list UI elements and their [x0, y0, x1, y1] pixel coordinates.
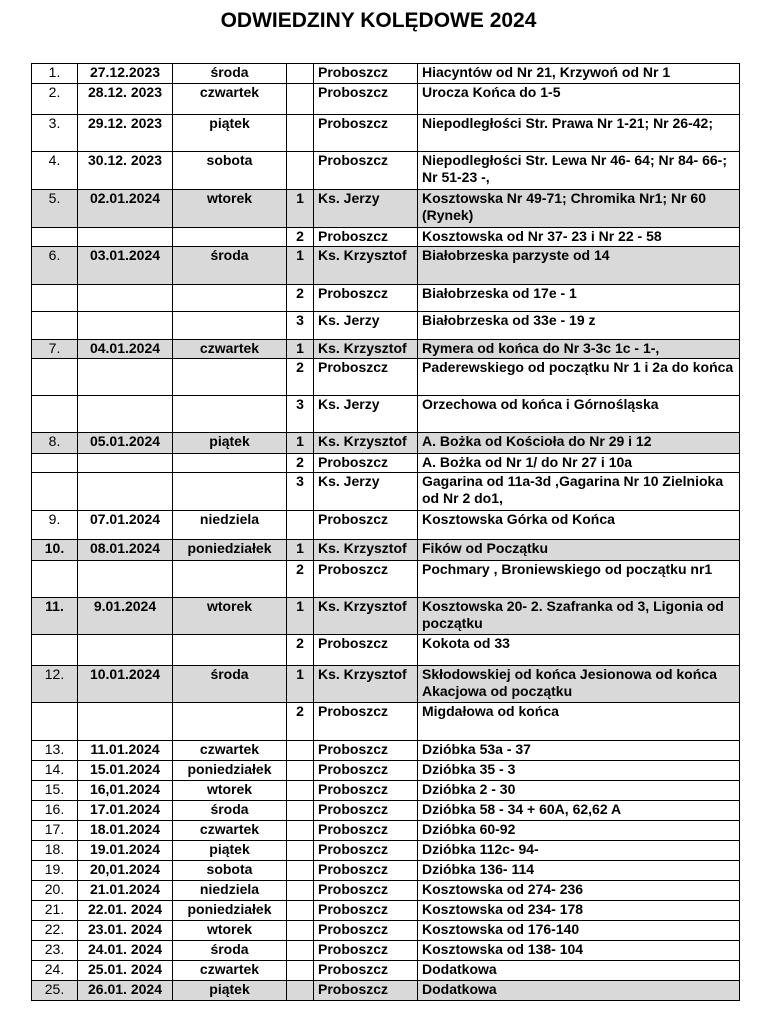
priest-name: Ks. Krzysztof: [314, 666, 418, 703]
weekday: środa: [173, 247, 287, 285]
priest-name: Ks. Krzysztof: [314, 433, 418, 454]
streets: Dzióbka 136- 114: [418, 861, 740, 881]
visit-date: 30.12. 2023: [78, 152, 173, 190]
weekday: [173, 561, 287, 598]
row-number: 12.: [32, 666, 78, 703]
priest-name: Proboszcz: [314, 152, 418, 190]
visit-date: [78, 473, 173, 511]
table-row: [32, 115, 740, 152]
streets: Kosztowska od 274- 236: [418, 881, 740, 901]
row-number: [32, 396, 78, 433]
row-number: 5.: [32, 190, 78, 228]
group-number: [287, 881, 314, 901]
visit-date: 05.01.2024: [78, 433, 173, 454]
table-row: [32, 454, 740, 473]
priest-name: Proboszcz: [314, 861, 418, 881]
visit-date: 11.01.2024: [78, 741, 173, 761]
priest-name: Ks. Jerzy: [314, 312, 418, 340]
table-row: [32, 821, 740, 841]
row-number: 6.: [32, 247, 78, 285]
visit-date: [78, 312, 173, 340]
table-row: [32, 861, 740, 881]
weekday: środa: [173, 941, 287, 961]
visit-date: 22.01. 2024: [78, 901, 173, 921]
streets: A. Bożka od Kościoła do Nr 29 i 12: [418, 433, 740, 454]
group-number: 2: [287, 561, 314, 598]
visit-date: 27.12.2023: [78, 64, 173, 84]
streets: Dzióbka 58 - 34 + 60A, 62,62 A: [418, 801, 740, 821]
table-row: [32, 190, 740, 228]
priest-name: Ks. Krzysztof: [314, 340, 418, 359]
priest-name: Proboszcz: [314, 981, 418, 1001]
priest-name: Proboszcz: [314, 841, 418, 861]
streets: Orzechowa od końca i Górnośląska: [418, 396, 740, 433]
visit-date: 19.01.2024: [78, 841, 173, 861]
group-number: 2: [287, 228, 314, 247]
group-number: [287, 861, 314, 881]
table-row: [32, 666, 740, 703]
table-row: [32, 561, 740, 598]
streets: Białobrzeska od 33e - 19 z: [418, 312, 740, 340]
table-row: [32, 761, 740, 781]
row-number: 19.: [32, 861, 78, 881]
weekday: sobota: [173, 152, 287, 190]
row-number: 22.: [32, 921, 78, 941]
visit-date: 15.01.2024: [78, 761, 173, 781]
streets: Kosztowska od 138- 104: [418, 941, 740, 961]
visit-date: 29.12. 2023: [78, 115, 173, 152]
priest-name: Proboszcz: [314, 703, 418, 741]
visit-date: [78, 396, 173, 433]
row-number: 16.: [32, 801, 78, 821]
visit-date: 28.12. 2023: [78, 84, 173, 115]
priest-name: Proboszcz: [314, 901, 418, 921]
priest-name: Proboszcz: [314, 64, 418, 84]
table-row: [32, 396, 740, 433]
row-number: 3.: [32, 115, 78, 152]
weekday: czwartek: [173, 741, 287, 761]
priest-name: Ks. Jerzy: [314, 190, 418, 228]
table-row: [32, 961, 740, 981]
weekday: środa: [173, 801, 287, 821]
streets: Niepodległości Str. Lewa Nr 46- 64; Nr 84- 66-; Nr 51-23 -,: [418, 152, 740, 190]
table-row: [32, 228, 740, 247]
visit-date: 08.01.2024: [78, 540, 173, 561]
row-number: [32, 285, 78, 312]
group-number: 2: [287, 635, 314, 666]
group-number: 1: [287, 190, 314, 228]
group-number: 1: [287, 340, 314, 359]
weekday: czwartek: [173, 821, 287, 841]
weekday: wtorek: [173, 921, 287, 941]
weekday: [173, 703, 287, 741]
weekday: poniedziałek: [173, 540, 287, 561]
visit-date: 03.01.2024: [78, 247, 173, 285]
weekday: [173, 635, 287, 666]
table-row: [32, 64, 740, 84]
row-number: 13.: [32, 741, 78, 761]
priest-name: Proboszcz: [314, 801, 418, 821]
group-number: 1: [287, 666, 314, 703]
row-number: 20.: [32, 881, 78, 901]
row-number: 17.: [32, 821, 78, 841]
row-number: 2.: [32, 84, 78, 115]
priest-name: Proboszcz: [314, 881, 418, 901]
table-row: [32, 312, 740, 340]
group-number: 3: [287, 312, 314, 340]
row-number: 9.: [32, 511, 78, 540]
priest-name: Proboszcz: [314, 285, 418, 312]
weekday: [173, 454, 287, 473]
weekday: [173, 312, 287, 340]
visit-date: 07.01.2024: [78, 511, 173, 540]
priest-name: Ks. Krzysztof: [314, 247, 418, 285]
table-row: [32, 359, 740, 396]
table-row: [32, 433, 740, 454]
row-number: 10.: [32, 540, 78, 561]
streets: Kosztowska od 234- 178: [418, 901, 740, 921]
row-number: 21.: [32, 901, 78, 921]
visit-date: 24.01. 2024: [78, 941, 173, 961]
weekday: niedziela: [173, 511, 287, 540]
streets: Dodatkowa: [418, 961, 740, 981]
weekday: poniedziałek: [173, 901, 287, 921]
table-row: [32, 781, 740, 801]
visit-date: 10.01.2024: [78, 666, 173, 703]
table-row: [32, 635, 740, 666]
group-number: [287, 801, 314, 821]
priest-name: Proboszcz: [314, 941, 418, 961]
streets: Gagarina od 11a-3d ,Gagarina Nr 10 Zielnioka od Nr 2 do1,: [418, 473, 740, 511]
streets: Białobrzeska od 17e - 1: [418, 285, 740, 312]
priest-name: Ks. Krzysztof: [314, 540, 418, 561]
row-number: 8.: [32, 433, 78, 454]
priest-name: Ks. Jerzy: [314, 396, 418, 433]
streets: Kosztowska Nr 49-71; Chromika Nr1; Nr 60 (Rynek): [418, 190, 740, 228]
group-number: [287, 761, 314, 781]
priest-name: Proboszcz: [314, 511, 418, 540]
weekday: [173, 396, 287, 433]
priest-name: Ks. Krzysztof: [314, 598, 418, 635]
priest-name: Proboszcz: [314, 454, 418, 473]
weekday: poniedziałek: [173, 761, 287, 781]
group-number: [287, 511, 314, 540]
streets: Pochmary , Broniewskiego od początku nr1: [418, 561, 740, 598]
visit-date: 18.01.2024: [78, 821, 173, 841]
weekday: piątek: [173, 115, 287, 152]
table-row: [32, 598, 740, 635]
group-number: 3: [287, 473, 314, 511]
streets: Dzióbka 2 - 30: [418, 781, 740, 801]
priest-name: Proboszcz: [314, 781, 418, 801]
group-number: [287, 84, 314, 115]
visit-date: 16,01.2024: [78, 781, 173, 801]
row-number: [32, 635, 78, 666]
group-number: [287, 921, 314, 941]
weekday: piątek: [173, 981, 287, 1001]
weekday: wtorek: [173, 781, 287, 801]
visit-date: 02.01.2024: [78, 190, 173, 228]
streets: Dzióbka 35 - 3: [418, 761, 740, 781]
group-number: 3: [287, 396, 314, 433]
visit-date: 9.01.2024: [78, 598, 173, 635]
visit-date: [78, 359, 173, 396]
weekday: [173, 228, 287, 247]
weekday: [173, 359, 287, 396]
priest-name: Proboszcz: [314, 635, 418, 666]
priest-name: Proboszcz: [314, 359, 418, 396]
visit-date: [78, 228, 173, 247]
group-number: [287, 741, 314, 761]
table-row: [32, 247, 740, 285]
streets: Rymera od końca do Nr 3-3c 1c - 1-,: [418, 340, 740, 359]
row-number: 23.: [32, 941, 78, 961]
streets: Kosztowska 20- 2. Szafranka od 3, Ligonia od początku: [418, 598, 740, 635]
group-number: [287, 941, 314, 961]
priest-name: Proboszcz: [314, 741, 418, 761]
visit-date: [78, 703, 173, 741]
visit-date: [78, 635, 173, 666]
visit-date: 25.01. 2024: [78, 961, 173, 981]
row-number: [32, 312, 78, 340]
group-number: 2: [287, 285, 314, 312]
weekday: niedziela: [173, 881, 287, 901]
group-number: [287, 152, 314, 190]
weekday: wtorek: [173, 190, 287, 228]
visit-date: 23.01. 2024: [78, 921, 173, 941]
row-number: [32, 228, 78, 247]
streets: Dodatkowa: [418, 981, 740, 1001]
streets: Białobrzeska parzyste od 14: [418, 247, 740, 285]
weekday: czwartek: [173, 84, 287, 115]
row-number: 4.: [32, 152, 78, 190]
streets: Skłodowskiej od końca Jesionowa od końca Akacjowa od początku: [418, 666, 740, 703]
visit-date: [78, 454, 173, 473]
streets: Kosztowska od Nr 37- 23 i Nr 22 - 58: [418, 228, 740, 247]
visit-date: 21.01.2024: [78, 881, 173, 901]
row-number: [32, 359, 78, 396]
table-row: [32, 152, 740, 190]
streets: Dzióbka 60-92: [418, 821, 740, 841]
streets: Hiacyntów od Nr 21, Krzywoń od Nr 1: [418, 64, 740, 84]
streets: Migdałowa od końca: [418, 703, 740, 741]
group-number: [287, 64, 314, 84]
weekday: środa: [173, 666, 287, 703]
group-number: [287, 961, 314, 981]
group-number: 1: [287, 433, 314, 454]
streets: Dzióbka 53a - 37: [418, 741, 740, 761]
table-row: [32, 941, 740, 961]
weekday: czwartek: [173, 340, 287, 359]
group-number: [287, 115, 314, 152]
row-number: [32, 473, 78, 511]
group-number: 2: [287, 454, 314, 473]
table-row: [32, 981, 740, 1001]
table-row: [32, 741, 740, 761]
group-number: 1: [287, 540, 314, 561]
table-row: [32, 540, 740, 561]
group-number: 1: [287, 247, 314, 285]
priest-name: Ks. Jerzy: [314, 473, 418, 511]
table-row: [32, 84, 740, 115]
table-row: [32, 901, 740, 921]
visit-date: 26.01. 2024: [78, 981, 173, 1001]
group-number: 1: [287, 598, 314, 635]
group-number: [287, 781, 314, 801]
table-row: [32, 473, 740, 511]
group-number: 2: [287, 703, 314, 741]
visit-date: 20,01.2024: [78, 861, 173, 881]
schedule-table: [31, 63, 740, 1001]
page-title: ODWIEDZINY KOLĘDOWE 2024: [220, 9, 537, 32]
visit-date: 04.01.2024: [78, 340, 173, 359]
table-row: [32, 801, 740, 821]
row-number: [32, 454, 78, 473]
table-row: [32, 921, 740, 941]
weekday: sobota: [173, 861, 287, 881]
table-row: [32, 511, 740, 540]
weekday: wtorek: [173, 598, 287, 635]
table-row: [32, 703, 740, 741]
weekday: czwartek: [173, 961, 287, 981]
streets: Niepodległości Str. Prawa Nr 1-21; Nr 26-42;: [418, 115, 740, 152]
weekday: piątek: [173, 841, 287, 861]
weekday: [173, 285, 287, 312]
row-number: [32, 703, 78, 741]
streets: Paderewskiego od początku Nr 1 i 2a do końca: [418, 359, 740, 396]
weekday: [173, 473, 287, 511]
visit-date: [78, 285, 173, 312]
row-number: 25.: [32, 981, 78, 1001]
streets: Kokota od 33: [418, 635, 740, 666]
priest-name: Proboszcz: [314, 228, 418, 247]
streets: Fików od Początku: [418, 540, 740, 561]
row-number: 24.: [32, 961, 78, 981]
priest-name: Proboszcz: [314, 761, 418, 781]
priest-name: Proboszcz: [314, 821, 418, 841]
table-row: [32, 340, 740, 359]
table-row: [32, 881, 740, 901]
row-number: 7.: [32, 340, 78, 359]
priest-name: Proboszcz: [314, 84, 418, 115]
row-number: 18.: [32, 841, 78, 861]
group-number: [287, 841, 314, 861]
streets: Dzióbka 112c- 94-: [418, 841, 740, 861]
priest-name: Proboszcz: [314, 561, 418, 598]
streets: Kosztowska Górka od Końca: [418, 511, 740, 540]
priest-name: Proboszcz: [314, 921, 418, 941]
streets: A. Bożka od Nr 1/ do Nr 27 i 10a: [418, 454, 740, 473]
group-number: 2: [287, 359, 314, 396]
row-number: 15.: [32, 781, 78, 801]
table-row: [32, 285, 740, 312]
streets: Urocza Końca do 1-5: [418, 84, 740, 115]
weekday: środa: [173, 64, 287, 84]
weekday: piątek: [173, 433, 287, 454]
visit-date: 17.01.2024: [78, 801, 173, 821]
row-number: 11.: [32, 598, 78, 635]
group-number: [287, 981, 314, 1001]
table-row: [32, 841, 740, 861]
streets: Kosztowska od 176-140: [418, 921, 740, 941]
row-number: 14.: [32, 761, 78, 781]
group-number: [287, 821, 314, 841]
priest-name: Proboszcz: [314, 961, 418, 981]
visit-date: [78, 561, 173, 598]
group-number: [287, 901, 314, 921]
row-number: 1.: [32, 64, 78, 84]
row-number: [32, 561, 78, 598]
priest-name: Proboszcz: [314, 115, 418, 152]
